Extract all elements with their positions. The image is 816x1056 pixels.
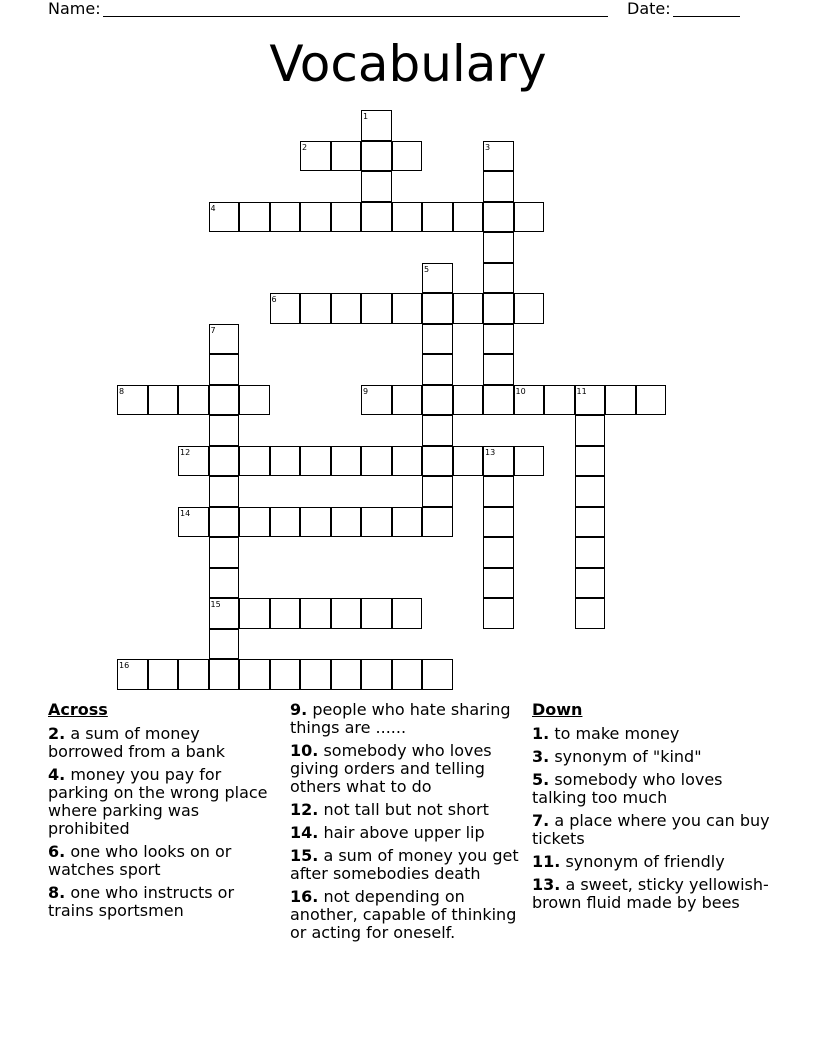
crossword-cell[interactable] <box>300 202 331 233</box>
crossword-cell[interactable] <box>422 293 453 324</box>
crossword-cell[interactable] <box>361 202 392 233</box>
crossword-cell[interactable] <box>361 141 392 172</box>
crossword-cell[interactable] <box>422 476 453 507</box>
crossword-cell[interactable] <box>148 659 179 690</box>
crossword-cell[interactable] <box>636 385 667 416</box>
crossword-cell[interactable] <box>331 446 362 477</box>
crossword-cell[interactable] <box>483 232 514 263</box>
clue-across-8: 8. one who instructs or trains sportsmen <box>48 883 235 920</box>
clue-number: 5 <box>424 264 430 274</box>
clue-down-5: 5. somebody who loves talking too much <box>532 770 723 807</box>
crossword-cell[interactable] <box>239 385 270 416</box>
crossword-cell[interactable] <box>239 507 270 538</box>
crossword-cell[interactable] <box>453 446 484 477</box>
crossword-cell[interactable] <box>483 293 514 324</box>
crossword-cell[interactable] <box>270 659 301 690</box>
crossword-cell[interactable] <box>178 385 209 416</box>
crossword-cell[interactable] <box>422 507 453 538</box>
crossword-cell[interactable] <box>483 568 514 599</box>
clue-number: 6 <box>271 295 277 304</box>
crossword-cell[interactable] <box>239 202 270 233</box>
crossword-cell[interactable] <box>392 385 423 416</box>
clue-number: 9 <box>363 386 369 396</box>
crossword-cell[interactable] <box>361 659 392 690</box>
crossword-cell[interactable] <box>361 171 392 202</box>
crossword-cell[interactable] <box>209 415 240 446</box>
crossword-cell[interactable] <box>575 476 606 507</box>
crossword-cell[interactable] <box>575 568 606 599</box>
crossword-cell[interactable] <box>392 446 423 477</box>
clue-across-9: 9. people who hate sharing things are ...... <box>290 700 511 737</box>
crossword-cell[interactable] <box>422 385 453 416</box>
crossword-cell[interactable] <box>483 354 514 385</box>
crossword-cell[interactable] <box>575 446 606 477</box>
clue-number: 11 <box>576 386 587 396</box>
crossword-cell[interactable] <box>514 446 545 477</box>
crossword-cell[interactable] <box>270 202 301 233</box>
clue-number: 7 <box>210 325 216 335</box>
crossword-cell[interactable] <box>483 202 514 233</box>
crossword-cell[interactable] <box>239 598 270 629</box>
name-label: Name: <box>48 0 101 18</box>
crossword-cell[interactable] <box>575 415 606 446</box>
crossword-cell[interactable] <box>209 659 240 690</box>
crossword-cell[interactable] <box>209 476 240 507</box>
clue-down-3: 3. synonym of "kind" <box>532 747 702 766</box>
crossword-cell[interactable] <box>361 598 392 629</box>
clue-across-16: 16. not depending on another, capable of thinking or acting for oneself. <box>290 887 517 942</box>
crossword-cell[interactable] <box>392 659 423 690</box>
crossword-cell[interactable] <box>331 659 362 690</box>
crossword-cell[interactable] <box>392 507 423 538</box>
crossword-cell[interactable] <box>209 629 240 660</box>
page-title: Vocabulary <box>269 35 547 93</box>
crossword-cell[interactable] <box>575 537 606 568</box>
crossword-cell[interactable] <box>392 598 423 629</box>
crossword-cell[interactable] <box>422 415 453 446</box>
clue-across-6: 6. one who looks on or watches sport <box>48 842 232 879</box>
crossword-cell[interactable] <box>483 476 514 507</box>
crossword-cell[interactable] <box>209 507 240 538</box>
crossword-cell[interactable] <box>300 293 331 324</box>
crossword-cell[interactable] <box>422 324 453 355</box>
crossword-cell[interactable] <box>331 202 362 233</box>
crossword-cell[interactable] <box>209 568 240 599</box>
clue-down-7: 7. a place where you can buy tickets <box>532 811 770 848</box>
crossword-cell[interactable] <box>483 598 514 629</box>
crossword-cell[interactable] <box>422 354 453 385</box>
crossword-cell[interactable] <box>483 507 514 538</box>
crossword-cell[interactable] <box>209 385 240 416</box>
crossword-cell[interactable] <box>575 598 606 629</box>
clue-number: 4 <box>210 203 216 213</box>
crossword-cell[interactable] <box>453 202 484 233</box>
clue-number: 15 <box>210 600 221 609</box>
crossword-cell[interactable] <box>331 598 362 629</box>
clue-number: 13 <box>485 447 496 457</box>
clue-down-13: 13. a sweet, sticky yellowish-brown fluid made by bees <box>532 875 769 912</box>
crossword-cell[interactable] <box>331 293 362 324</box>
across-clues-column-1 <box>48 701 280 925</box>
across-heading: Across <box>48 700 108 719</box>
clue-number: 3 <box>485 142 491 152</box>
clue-across-10: 10. somebody who loves giving orders and telling others what to do <box>290 741 492 796</box>
crossword-cell[interactable] <box>361 507 392 538</box>
clue-number: 14 <box>180 508 191 518</box>
crossword-cell[interactable] <box>270 507 301 538</box>
crossword-cell[interactable] <box>209 354 240 385</box>
crossword-cell[interactable] <box>483 537 514 568</box>
clue-across-2: 2. a sum of money borrowed from a bank <box>48 724 226 761</box>
crossword-cell[interactable] <box>300 507 331 538</box>
down-heading: Down <box>532 700 583 719</box>
crossword-cell[interactable] <box>422 446 453 477</box>
crossword-cell[interactable] <box>483 171 514 202</box>
crossword-cell[interactable] <box>514 202 545 233</box>
crossword-cell[interactable] <box>361 446 392 477</box>
crossword-cell[interactable] <box>422 659 453 690</box>
clue-across-15: 15. a sum of money you get after somebodies death <box>290 846 519 883</box>
crossword-cell[interactable] <box>209 446 240 477</box>
clue-down-11: 11. synonym of friendly <box>532 852 725 871</box>
clue-number: 16 <box>119 661 130 670</box>
crossword-cell[interactable] <box>514 293 545 324</box>
clue-across-14: 14. hair above upper lip <box>290 823 485 842</box>
crossword-cell[interactable] <box>178 659 209 690</box>
crossword-cell[interactable] <box>483 385 514 416</box>
down-clues-column <box>532 701 772 917</box>
crossword-cell[interactable] <box>392 202 423 233</box>
crossword-cell[interactable] <box>605 385 636 416</box>
crossword-cell[interactable] <box>270 598 301 629</box>
crossword-cell[interactable] <box>575 507 606 538</box>
clue-across-12: 12. not tall but not short <box>290 800 489 819</box>
crossword-cell[interactable] <box>483 324 514 355</box>
crossword-cell[interactable] <box>148 385 179 416</box>
clue-across-4: 4. money you pay for parking on the wrong place where parking was prohibited <box>48 765 268 838</box>
crossword-cell[interactable] <box>331 141 362 172</box>
crossword-cell[interactable] <box>239 659 270 690</box>
crossword-cell[interactable] <box>209 537 240 568</box>
across-clues-column-2 <box>290 701 526 947</box>
crossword-cell[interactable] <box>300 659 331 690</box>
crossword-cell[interactable] <box>270 446 301 477</box>
date-label: Date: <box>627 0 671 18</box>
crossword-cell[interactable] <box>239 446 270 477</box>
crossword-cell[interactable] <box>361 293 392 324</box>
clue-number: 8 <box>119 386 125 396</box>
crossword-cell[interactable] <box>300 598 331 629</box>
clue-number: 12 <box>180 447 191 457</box>
crossword-cell[interactable] <box>392 293 423 324</box>
crossword-cell[interactable] <box>422 202 453 233</box>
crossword-cell[interactable] <box>392 141 423 172</box>
clue-number: 10 <box>515 386 526 396</box>
crossword-cell[interactable] <box>453 385 484 416</box>
crossword-cell[interactable] <box>483 263 514 294</box>
crossword-cell[interactable] <box>453 293 484 324</box>
clue-number: 2 <box>302 142 308 152</box>
crossword-cell[interactable] <box>544 385 575 416</box>
clue-number: 1 <box>363 112 369 121</box>
crossword-cell[interactable] <box>331 507 362 538</box>
clue-down-1: 1. to make money <box>532 724 680 743</box>
crossword-cell[interactable] <box>300 446 331 477</box>
